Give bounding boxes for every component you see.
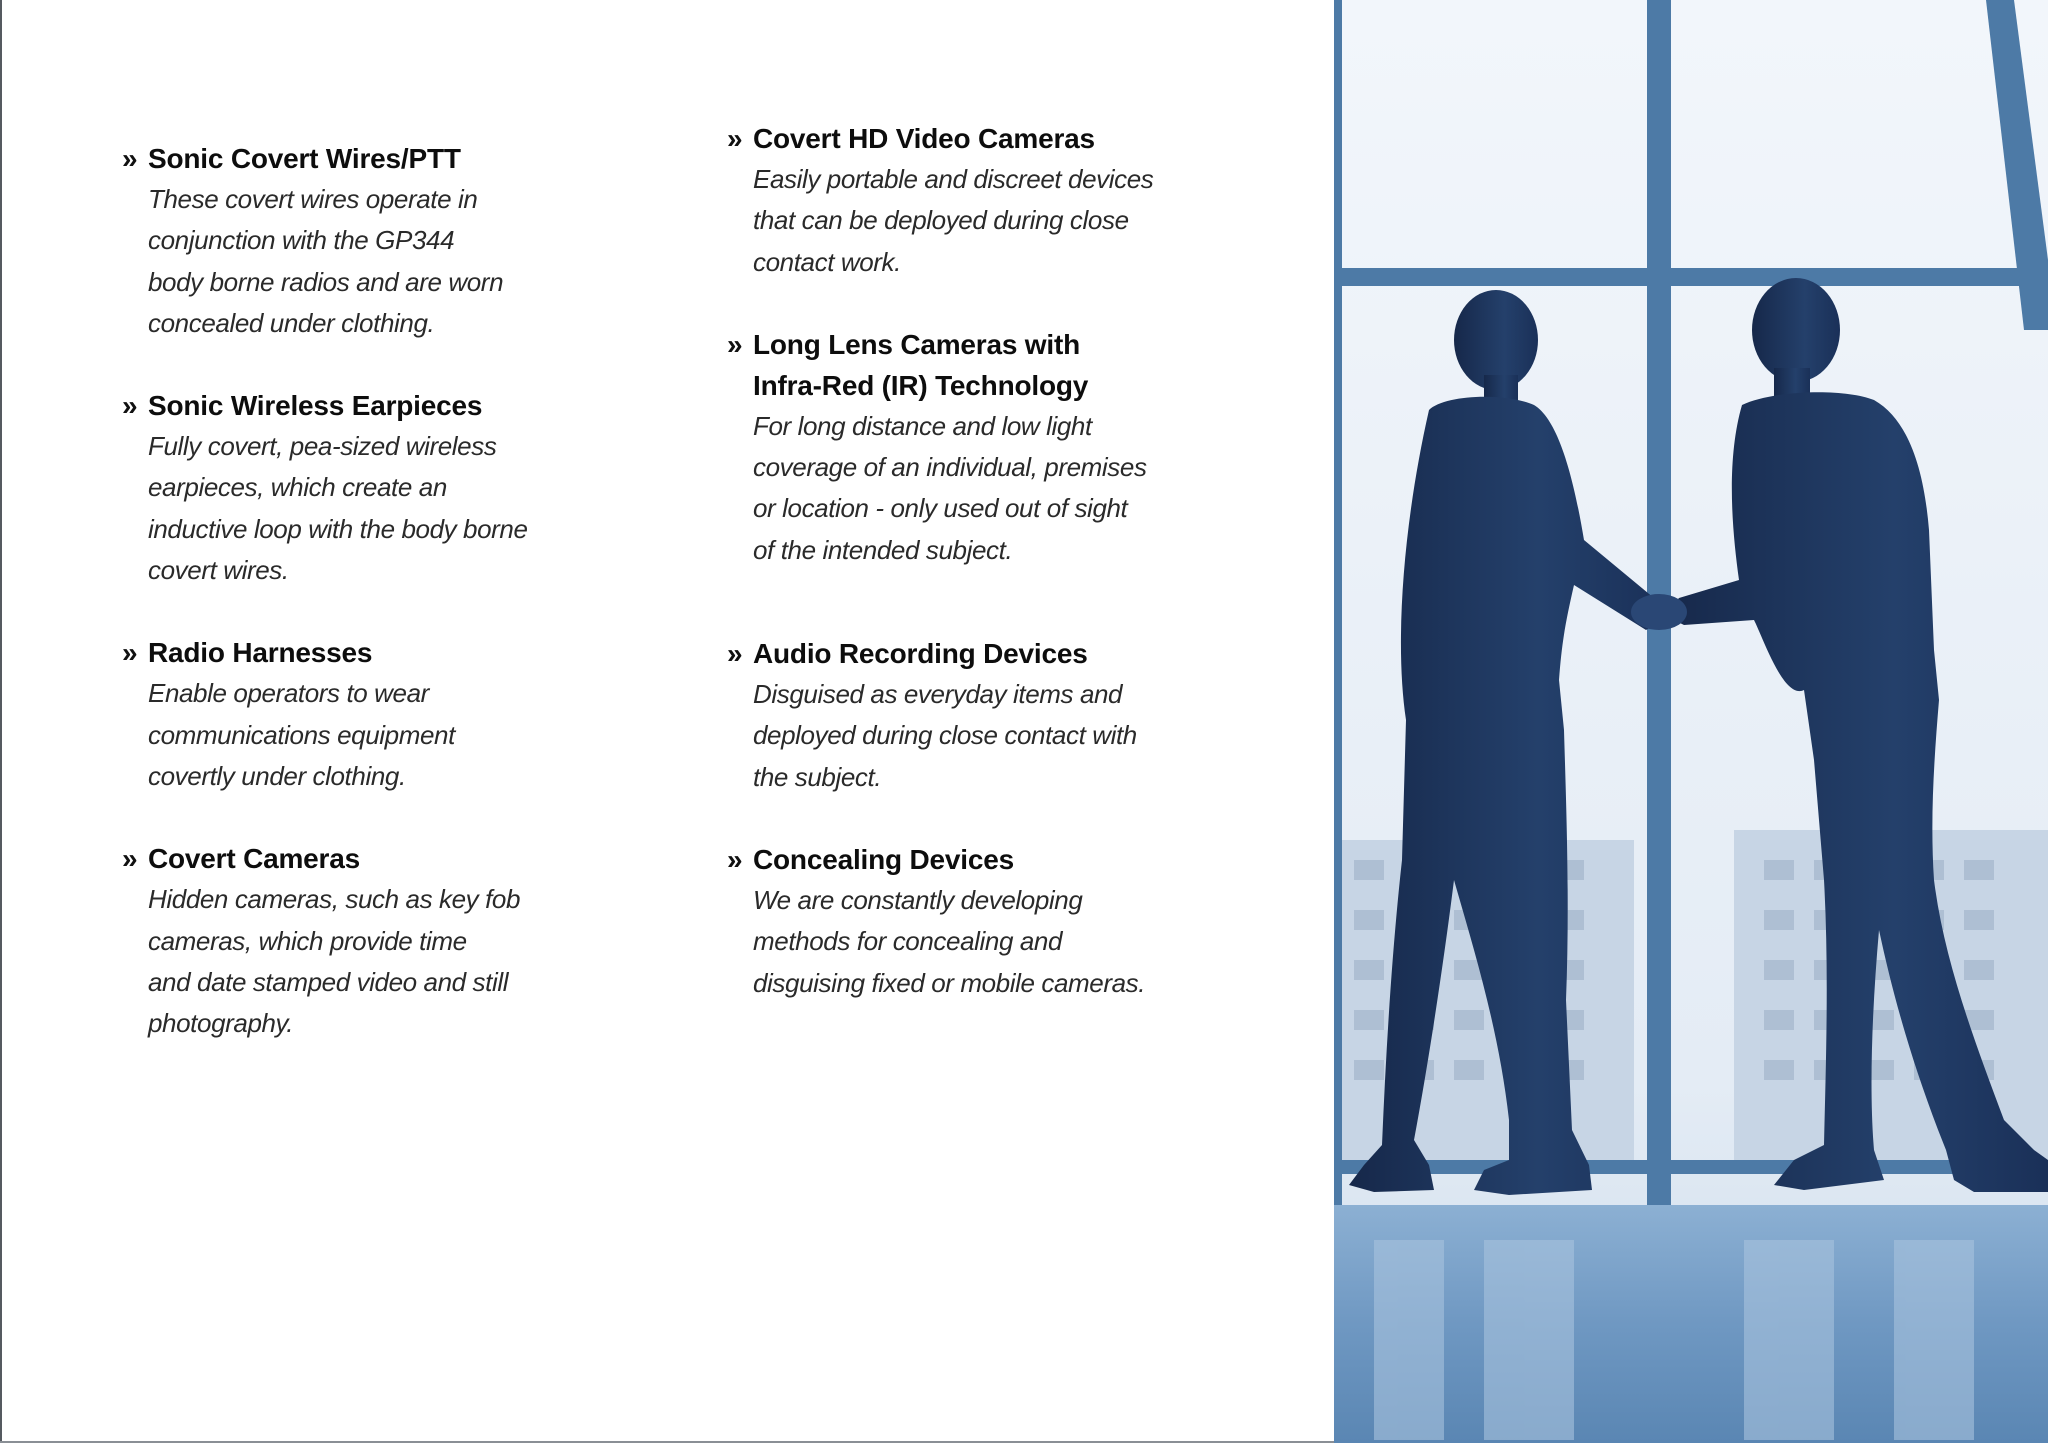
- item-title: Sonic Wireless Earpieces: [148, 390, 483, 422]
- bullet-icon: »: [727, 328, 743, 360]
- item-description: [753, 406, 1187, 571]
- desc-line: cameras, which provide time: [148, 925, 467, 956]
- desc-line: Fully covert, pea-sized wireless: [148, 431, 497, 462]
- item-description: [148, 673, 582, 797]
- item-title: [753, 118, 1187, 159]
- bullet-icon: »: [122, 390, 138, 422]
- desc-line: covert wires.: [148, 555, 289, 586]
- desc-line: deployed during close contact with: [753, 720, 1137, 751]
- item-title: Covert Cameras: [148, 843, 360, 875]
- desc-line: concealed under clothing.: [148, 307, 435, 338]
- handshake-photo: [1334, 0, 2048, 1443]
- title-line: Covert HD Video Cameras: [753, 123, 1095, 154]
- item-title: Radio Harnesses: [148, 637, 373, 669]
- list-item: [727, 118, 1187, 283]
- bullet-icon: »: [727, 123, 743, 154]
- desc-line: coverage of an individual, premises: [753, 452, 1147, 483]
- list-item: [122, 385, 582, 591]
- desc-line: Enable operators to wear: [148, 678, 429, 709]
- bullet-icon: »: [122, 843, 138, 875]
- item-title: [753, 633, 1187, 674]
- desc-line: disguising fixed or mobile cameras.: [753, 967, 1146, 998]
- item-description: [753, 674, 1187, 798]
- item-title: Sonic Covert Wires/PTT: [148, 143, 461, 174]
- title-line: Infra-Red (IR) Technology: [753, 369, 1089, 401]
- bullet-icon: »: [727, 638, 743, 670]
- item-description: [148, 879, 582, 1044]
- item-title: [753, 839, 1187, 880]
- desc-line: Hidden cameras, such as key fob: [148, 884, 521, 915]
- list-item: [122, 138, 582, 344]
- desc-line: Disguised as everyday items and: [753, 679, 1123, 710]
- list-item: [122, 632, 582, 797]
- list-item: [727, 839, 1187, 1004]
- desc-line: the subject.: [753, 761, 882, 792]
- list-item: [727, 324, 1187, 571]
- desc-line: Easily portable and discreet devices: [753, 164, 1154, 194]
- bullet-icon: »: [122, 637, 138, 669]
- desc-line: and date stamped video and still: [148, 966, 509, 997]
- desc-line: earpieces, which create an: [148, 472, 447, 503]
- item-description: [753, 880, 1187, 1004]
- desc-line: inductive loop with the body borne: [148, 513, 528, 544]
- bullet-icon: »: [122, 143, 138, 174]
- handshake-illustration: [1334, 0, 2048, 1443]
- desc-line: These covert wires operate in: [148, 184, 478, 214]
- desc-line: We are constantly developing: [753, 884, 1083, 915]
- item-title: [753, 324, 1187, 406]
- desc-line: photography.: [148, 1008, 294, 1039]
- title-line: Concealing Devices: [753, 843, 1014, 875]
- item-description: [148, 179, 582, 344]
- title-line: Long Lens Cameras with: [753, 328, 1080, 360]
- bullet-icon: »: [727, 843, 743, 875]
- item-description: [148, 426, 582, 591]
- desc-line: or location - only used out of sight: [753, 493, 1128, 524]
- left-column: [122, 138, 582, 1044]
- handshake: [1631, 594, 1687, 630]
- desc-line: methods for concealing and: [753, 926, 1063, 957]
- desc-line: communications equipment: [148, 719, 455, 750]
- title-line: Audio Recording Devices: [753, 638, 1088, 670]
- list-item: [727, 633, 1187, 798]
- desc-line: contact work.: [753, 246, 901, 277]
- page-edge: [0, 0, 2, 1443]
- desc-line: body borne radios and are worn: [148, 266, 504, 297]
- item-description: [753, 159, 1187, 283]
- desc-line: For long distance and low light: [753, 410, 1092, 441]
- right-column: [727, 118, 1187, 1004]
- desc-line: of the intended subject.: [753, 534, 1013, 565]
- list-item: [122, 838, 582, 1044]
- desc-line: covertly under clothing.: [148, 760, 406, 791]
- desc-line: that can be deployed during close: [753, 205, 1129, 236]
- desc-line: conjunction with the GP344: [148, 225, 455, 256]
